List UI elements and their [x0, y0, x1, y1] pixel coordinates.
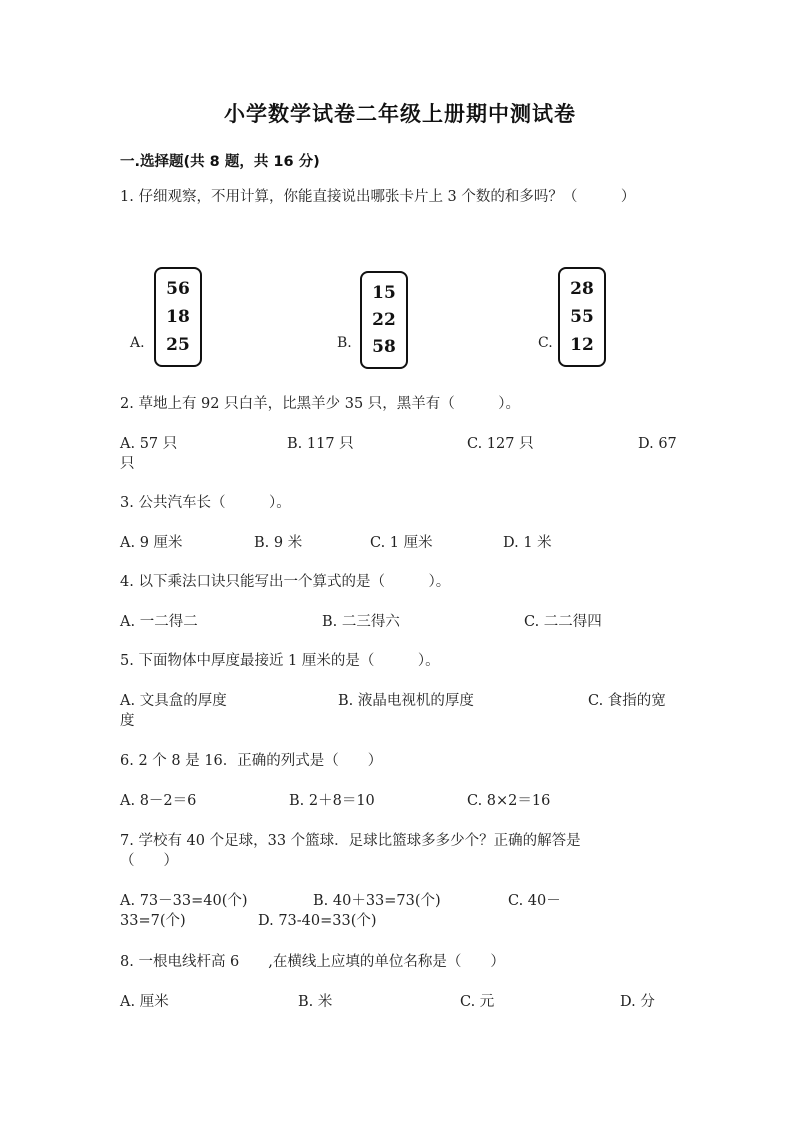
option-1b-label[interactable]: B. [337, 335, 352, 351]
question-7: 7. 学校有 40 个足球，33 个篮球．足球比篮球多多少个？正确的解答是 [120, 833, 581, 849]
option-2b[interactable]: B. 117 只 [287, 436, 354, 452]
option-4c[interactable]: C. 二二得四 [524, 614, 602, 630]
option-2a[interactable]: A. 57 只 [120, 436, 178, 452]
question-6: 6. 2 个 8 是 16．正确的列式是（ ） [120, 753, 383, 769]
question-1: 1. 仔细观察，不用计算，你能直接说出哪张卡片上 3 个数的和多吗？（ ） [120, 189, 636, 205]
option-5c[interactable]: C. 食指的宽 [588, 693, 666, 709]
option-1a-label[interactable]: A. [130, 335, 145, 351]
card-number: 15 [372, 282, 396, 303]
option-5a[interactable]: A. 文具盒的厚度 [120, 693, 227, 709]
option-5c-wrap: 度 [120, 713, 135, 729]
card-number: 12 [570, 335, 594, 355]
card-number: 18 [166, 307, 190, 327]
question-3: 3. 公共汽车长（ ）。 [120, 495, 291, 511]
card-number: 22 [372, 309, 396, 330]
option-8b[interactable]: B. 米 [298, 994, 333, 1010]
option-2c[interactable]: C. 127 只 [467, 436, 534, 452]
question-7-wrap: （ ） [120, 853, 178, 869]
option-5b[interactable]: B. 液晶电视机的厚度 [338, 693, 474, 709]
option-4a[interactable]: A. 一二得二 [120, 614, 198, 630]
card-number: 55 [570, 307, 594, 327]
option-3c[interactable]: C. 1 厘米 [370, 535, 433, 551]
option-3d[interactable]: D. 1 米 [503, 535, 552, 551]
option-1c-label[interactable]: C. [538, 335, 553, 351]
question-4: 4. 以下乘法口诀只能写出一个算式的是（ ）。 [120, 574, 451, 590]
option-3b[interactable]: B. 9 米 [254, 535, 303, 551]
page-title: 小学数学试卷二年级上册期中测试卷 [224, 102, 576, 126]
number-card-a[interactable] [154, 267, 202, 367]
option-6b[interactable]: B. 2＋8＝10 [289, 793, 375, 809]
option-8d[interactable]: D. 分 [620, 994, 655, 1010]
section-heading: 一.选择题(共 8 题，共 16 分) [120, 154, 320, 170]
option-4b[interactable]: B. 二三得六 [322, 614, 400, 630]
number-card-c[interactable] [558, 267, 606, 367]
option-8c[interactable]: C. 元 [460, 994, 495, 1010]
option-3a[interactable]: A. 9 厘米 [120, 535, 183, 551]
option-7b[interactable]: B. 40＋33=73(个) [313, 893, 441, 909]
card-number: 58 [372, 337, 396, 358]
card-number: 56 [166, 279, 190, 299]
option-6c[interactable]: C. 8×2＝16 [467, 793, 551, 809]
option-2d-wrap: 只 [120, 456, 135, 472]
question-2: 2. 草地上有 92 只白羊，比黑羊少 35 只，黑羊有（ ）。 [120, 396, 521, 412]
question-5: 5. 下面物体中厚度最接近 1 厘米的是（ ）。 [120, 653, 440, 669]
question-8: 8. 一根电线杆高 6 ,在横线上应填的单位名称是（ ） [120, 954, 505, 970]
option-7c-wrap: 33=7(个) [120, 913, 186, 929]
option-8a[interactable]: A. 厘米 [120, 994, 169, 1010]
card-number: 25 [166, 335, 190, 355]
option-7c[interactable]: C. 40－ [508, 893, 561, 909]
number-card-b[interactable] [360, 271, 408, 369]
card-number: 28 [570, 279, 594, 299]
option-7d[interactable]: D. 73-40=33(个) [258, 913, 377, 929]
option-2d[interactable]: D. 67 [638, 436, 677, 452]
option-6a[interactable]: A. 8－2＝6 [120, 793, 197, 809]
option-7a[interactable]: A. 73－33=40(个) [120, 893, 248, 909]
